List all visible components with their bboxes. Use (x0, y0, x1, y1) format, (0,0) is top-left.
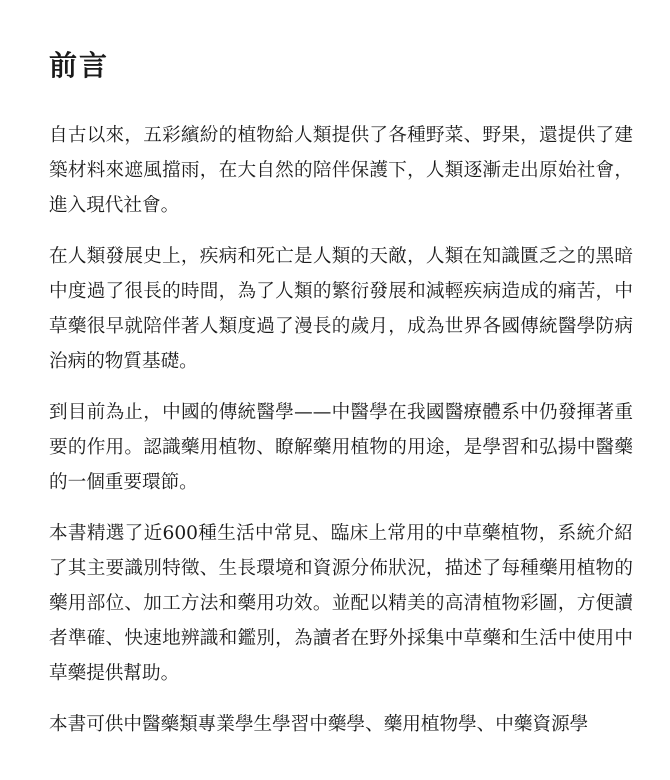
paragraph-3: 到目前為止，中國的傳統醫學——中醫學在我國醫療體系中仍發揮著重要的作用。認識藥用植物、瞭解藥用植物的用途，是學習和弘揚中醫藥的一個重要環節。 (49, 402, 633, 493)
paragraph-4: 本書精選了近600種生活中常見、臨床上常用的中草藥植物，系統介紹了其主要識別特徵、生長環境和資源分佈狀況，描述了每種藥用植物的藥用部位、加工方法和藥用功效。並配以精美的高清植物彩圖，方便讀者準確、快速地辨識和鑑別，為讀者在野外採集中草藥和生活中使用中草藥提供幫助。 (49, 523, 633, 684)
paragraph-5: 本書可供中醫藥類專業學生學習中藥學、藥用植物學、中藥資源學 (49, 714, 589, 735)
document-page (49, 38, 633, 758)
paragraph-2: 在人類發展史上，疾病和死亡是人類的天敵，人類在知識匱乏之的黑暗中度過了很長的時間，為了人類的繁衍發展和減輕疾病造成的痛苦，中草藥很早就陪伴著人類度過了漫長的歲月，成為世界各國傳統醫學防病治病的物質基礎。 (49, 246, 633, 372)
paragraph-1: 自古以來，五彩繽紛的植物給人類提供了各種野菜、野果，還提供了建築材料來遮風擋雨，在大自然的陪伴保護下，人類逐漸走出原始社會，進入現代社會。 (49, 125, 633, 216)
page-title: 前言 (49, 49, 110, 82)
